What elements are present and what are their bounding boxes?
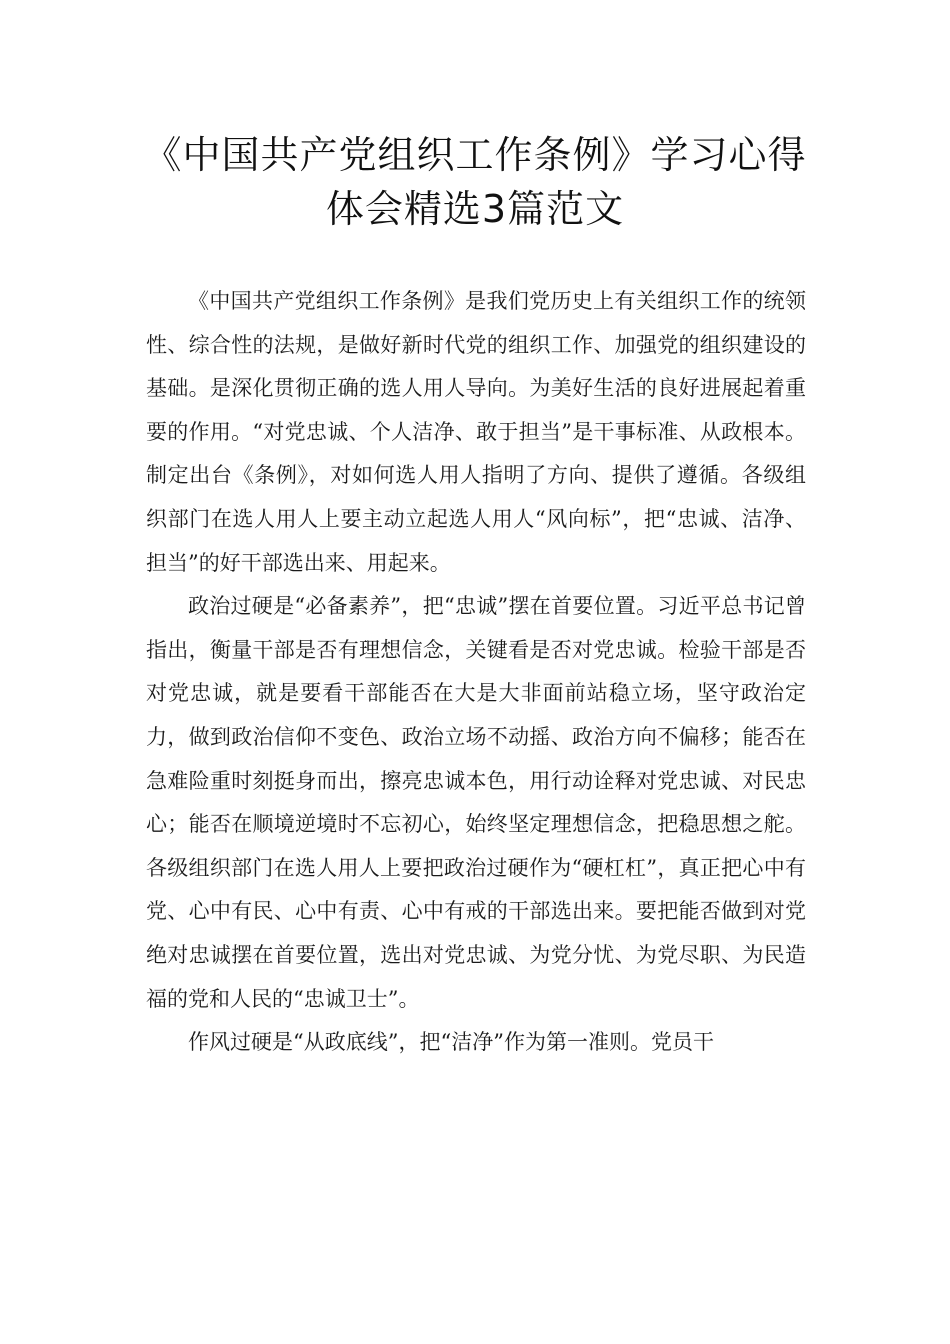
paragraph-2: 政治过硬是“必备素养”，把“忠诚”摆在首要位置。习近平总书记曾指出，衡量干部是否有理想信念，关键看是否对党忠诚。检验干部是否对党忠诚，就是要看干部能否在大是大非面前站稳立场，坚守政治定力，做到政治信仰不变色、政治立场不动摇、政治方向不偏移；能否在急难险重时刻挺身而出，擦亮忠诚本色，用行动诠释对党忠诚、对民忠心；能否在顺境逆境时不忘初心，始终坚定理想信念，把稳思想之舵。各级组织部门在选人用人上要把政治过硬作为“硬杠杠”，真正把心中有党、心中有民、心中有责、心中有戒的干部选出来。要把能否做到对党绝对忠诚摆在首要位置，选出对党忠诚、为党分忧、为党尽职、为民造福的党和人民的“忠诚卫士”。	[146, 594, 806, 1011]
paragraph-3: 作风过硬是“从政底线”，把“洁净”作为第一准则。党员干	[188, 1030, 714, 1055]
document-body	[146, 280, 806, 1065]
title-line-1: 《中国共产党组织工作条例》学习心得	[143, 133, 807, 177]
document-title	[100, 128, 850, 236]
paragraph-1: 《中国共产党组织工作条例》是我们党历史上有关组织工作的统领性、综合性的法规，是做好新时代党的组织工作、加强党的组织建设的基础。是深化贯彻正确的选人用人导向。为美好生活的良好进展起着重要的作用。“对党忠诚、个人洁净、敢于担当”是干事标准、从政根本。制定出台《条例》，对如何选人用人指明了方向、提供了遵循。各级组织部门在选人用人上要主动立起选人用人“风向标”，把“忠诚、洁净、担当”的好干部选出来、用起来。	[146, 289, 806, 575]
title-line-2: 体会精选3篇范文	[325, 187, 625, 231]
